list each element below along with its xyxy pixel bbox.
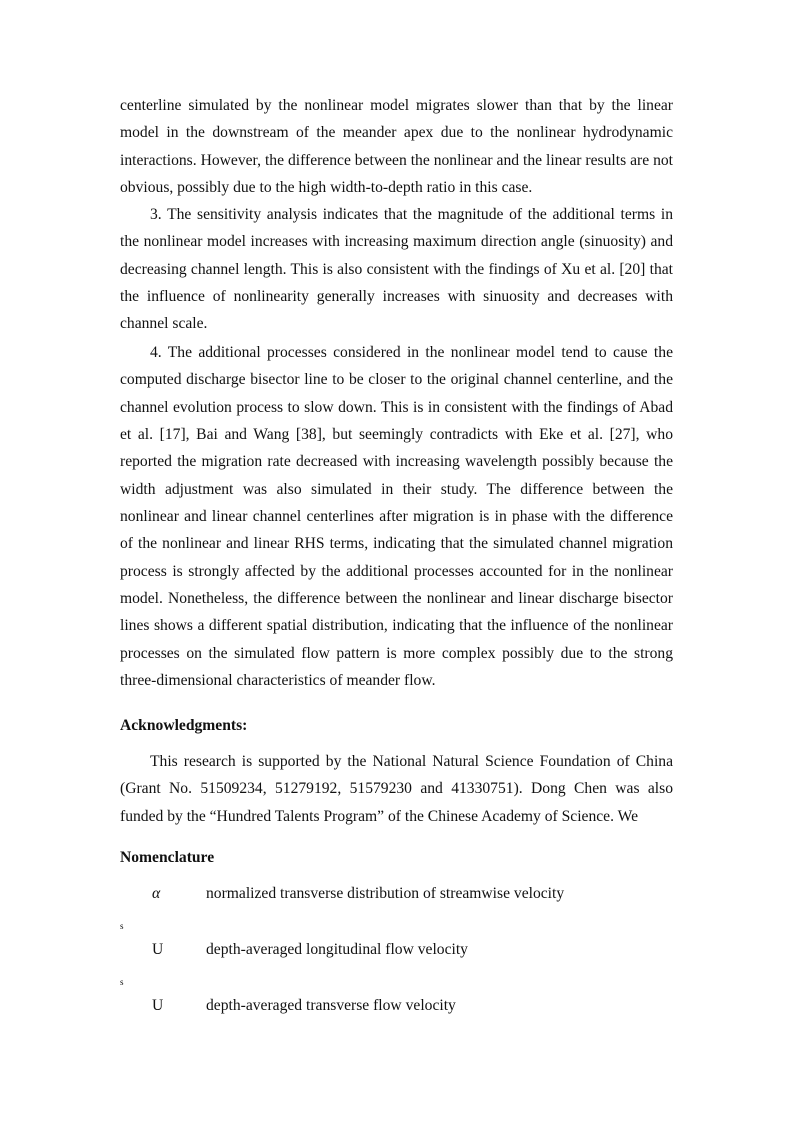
nomenclature-definition: depth-averaged transverse flow velocity [206,997,456,1014]
nomenclature-symbol-u: U [152,941,164,958]
nomenclature-symbol-alpha: α [152,885,161,902]
nomenclature-definition: depth-averaged longitudinal flow velocity [206,941,468,958]
nomenclature-marker: s [120,977,124,987]
nomenclature-definition: normalized transverse distribution of streamwise velocity [206,885,565,902]
nomenclature-heading: Nomenclature [120,849,215,866]
paragraph-conclusion-2-end: centerline simulated by the nonlinear model migrates slower than that by the linear model in the downstream of the meander apex due to the nonlinear hydrodynamic interactions. However, the difference between the nonlinear and the linear results are not obvious, possibly due to the high width-to-depth ratio in this case. [120,97,673,197]
nomenclature-symbol-u: U [152,997,164,1014]
paragraph-conclusion-3: 3. The sensitivity analysis indicates that the magnitude of the additional terms in the nonlinear model increases with increasing maximum direction angle (sinuosity) and decreasing channel length. This is also consistent with the findings of Xu et al. [20] that the influence of nonlinearity generally increases with sinuosity and decreases with channel scale. [120,206,673,333]
paragraph-conclusion-4: 4. The additional processes considered in the nonlinear model tend to cause the computed discharge bisector line to be closer to the original channel centerline, and the channel evolution process to slow down. This is in consistent with the findings of Abad et al. [17], Bai and Wang [38], but seemingly contradicts with Eke et al. [27], who reported the migration rate decreased with increasing wavelength possibly because the width adjustment was also simulated in their study. The difference between the nonlinear and linear channel centerlines after migration is in phase with the difference of the nonlinear and linear RHS terms, indicating that the simulated channel migration process is strongly affected by the additional processes accounted for in the nonlinear model. Nonetheless, the difference between the nonlinear and linear discharge bisector lines shows a different spatial distribution, indicating that the influence of the nonlinear processes on the simulated flow pattern is more complex possibly due to the strong three-dimensional characteristics of meander flow. [120,344,673,690]
acknowledgments-heading: Acknowledgments: [120,717,248,734]
nomenclature-marker: s [120,921,124,931]
acknowledgments-text: This research is supported by the National Natural Science Foundation of China (Grant No. 51509234, 51279192, 51579230 and 41330751). Dong Chen was also funded by the “Hundred Talents Program” of the Chinese Academy of Science. We [120,753,673,825]
